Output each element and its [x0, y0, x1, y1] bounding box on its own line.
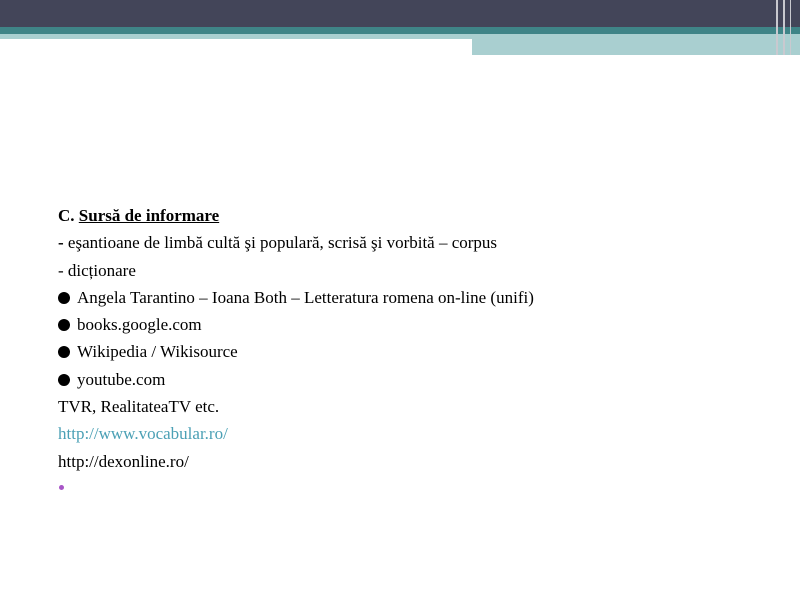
bullet-item	[58, 338, 758, 365]
bullet-text: Angela Tarantino – Ioana Both – Letteratura romena on-line (unifi)	[77, 287, 534, 307]
tv-line: TVR, RealitateaTV etc.	[58, 397, 220, 417]
header-vertical-line	[790, 0, 791, 55]
corpus-text: eşantioane de limbă cultă şi populară, scrisă şi vorbită – corpus	[63, 233, 498, 253]
header-light-band-right	[472, 34, 800, 55]
section-letter: C.	[58, 206, 75, 225]
dictionaries-line: - dicționare	[58, 260, 136, 280]
bullet-dot-icon	[58, 319, 70, 331]
header-vertical-line	[783, 0, 785, 55]
bullet-text: Wikipedia / Wikisource	[77, 342, 238, 362]
bullet-dot-icon	[58, 292, 70, 304]
dexonline-text[interactable]: http://dexonline.ro/	[58, 451, 189, 471]
empty-bullet-item	[58, 475, 758, 502]
section-title: Sursă de informare	[78, 206, 220, 225]
vocabular-link-line	[58, 420, 758, 447]
bullet-text: books.google.com	[77, 315, 202, 335]
vocabular-link[interactable]: http://www.vocabular.ro/	[58, 424, 228, 444]
bullet-text: youtube.com	[77, 369, 166, 389]
bullet-dot-icon	[58, 374, 70, 386]
corpus-dash: -	[58, 233, 64, 253]
bullet-item	[58, 284, 758, 311]
header-light-band-left	[0, 34, 472, 39]
header-teal-band	[0, 27, 800, 34]
header-vertical-line	[776, 0, 778, 55]
bullet-item	[58, 366, 758, 393]
bullet-dot-icon	[59, 485, 64, 490]
slide-content	[58, 202, 758, 502]
corpus-line	[58, 229, 758, 256]
header-dark-band	[0, 0, 800, 27]
dexonline-line	[58, 448, 758, 475]
bullet-dot-icon	[58, 346, 70, 358]
section-heading	[58, 202, 758, 229]
bullet-item	[58, 311, 758, 338]
